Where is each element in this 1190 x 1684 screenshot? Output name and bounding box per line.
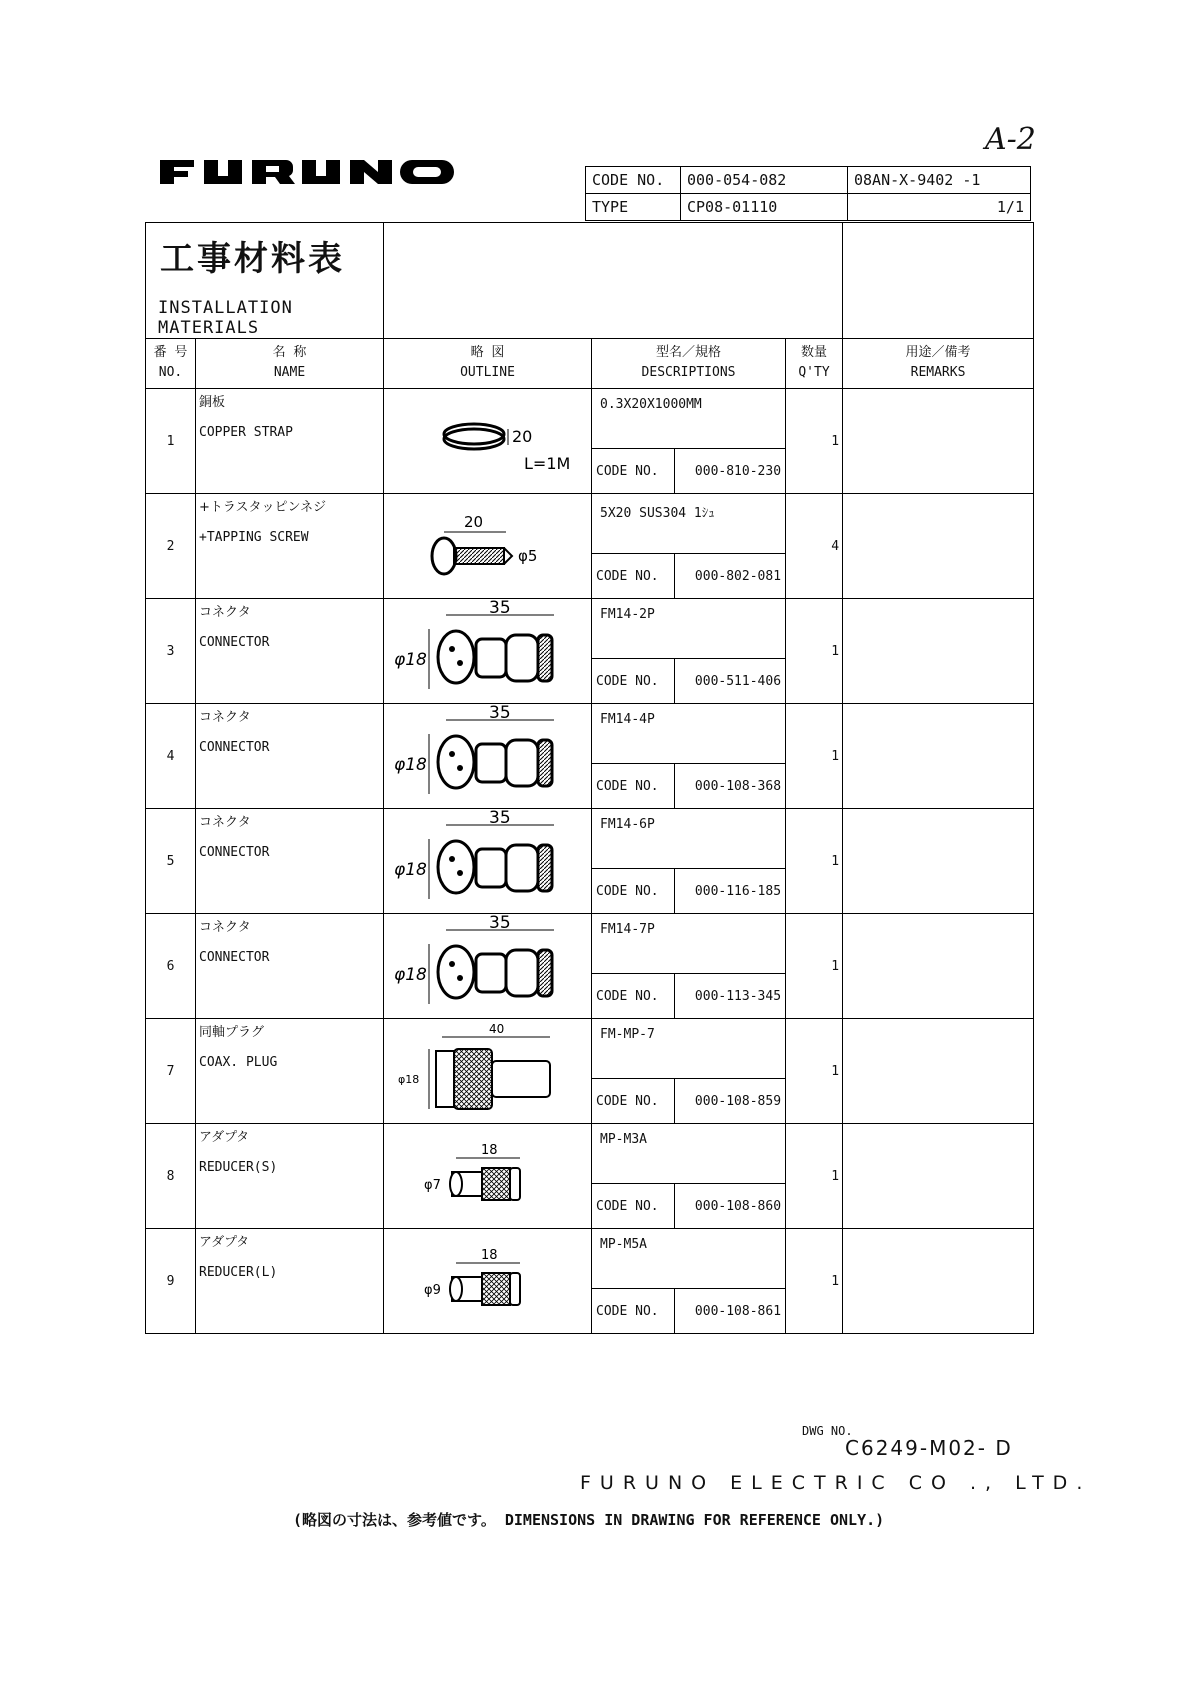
col-outline: 略 図 OUTLINE: [384, 339, 592, 389]
code-label: CODE NO.: [592, 1079, 675, 1123]
header-table: [585, 166, 1031, 221]
item-qty: 1: [786, 1124, 843, 1229]
table-row: [146, 704, 1034, 809]
item-name: [196, 1124, 384, 1229]
item-desc: [592, 494, 786, 599]
svg-text:φ18: φ18: [394, 755, 427, 775]
item-code: 000-810-230: [694, 463, 782, 479]
title-jp: 工事材料表: [160, 239, 345, 279]
item-code: 000-511-406: [694, 673, 782, 689]
svg-text:φ9: φ9: [424, 1283, 441, 1298]
item-name-jp: コネクタ: [199, 710, 251, 725]
item-outline: [384, 704, 592, 809]
outline-drawing: [384, 1019, 589, 1119]
outline-drawing: [384, 809, 589, 909]
item-outline: [384, 494, 592, 599]
item-qty: 1: [786, 704, 843, 809]
item-qty: 1: [786, 389, 843, 494]
item-no: 5: [146, 809, 196, 914]
item-name-jp: +トラスタッピンネジ: [199, 500, 327, 515]
item-desc: [592, 914, 786, 1019]
col-remarks: 用途／備考 REMARKS: [843, 339, 1034, 389]
item-spec: FM14-6P: [592, 809, 785, 869]
item-code: 000-108-368: [694, 778, 782, 794]
svg-text:φ18: φ18: [394, 860, 427, 880]
item-spec: MP-M3A: [592, 1124, 785, 1184]
item-qty: 1: [786, 1229, 843, 1334]
title-blank: [384, 223, 843, 339]
item-name-jp: 銅板: [199, 395, 226, 410]
title-blank-right: [843, 223, 1034, 339]
item-outline: [384, 1019, 592, 1124]
item-code: 000-113-345: [694, 988, 782, 1004]
item-remarks: [843, 1124, 1034, 1229]
svg-text:35: 35: [489, 599, 511, 618]
outline-drawing: [384, 389, 589, 489]
dwg-number: C6249-M02- D: [845, 1436, 1013, 1460]
item-code: 000-108-859: [694, 1093, 782, 1109]
code-label: CODE NO.: [592, 869, 675, 913]
title-en: INSTALLATION MATERIALS: [158, 298, 293, 338]
item-remarks: [843, 704, 1034, 809]
svg-text:20: 20: [464, 513, 484, 531]
title-cell: [146, 223, 384, 339]
item-name-jp: コネクタ: [199, 920, 251, 935]
item-spec: MP-M5A: [592, 1229, 785, 1289]
item-remarks: [843, 599, 1034, 704]
table-row: [146, 809, 1034, 914]
item-name-jp: 同軸プラグ: [199, 1025, 265, 1040]
dim-b: L=1M: [524, 454, 571, 473]
item-name-en: COAX. PLUG: [199, 1055, 278, 1070]
item-code: 000-116-185: [694, 883, 782, 899]
reference-note: (略図の寸法は、参考値です。 DIMENSIONS IN DRAWING FOR REFERENCE ONLY.): [293, 1511, 885, 1529]
item-name: [196, 1229, 384, 1334]
table-row: [146, 1019, 1034, 1124]
item-name: [196, 704, 384, 809]
item-name-en: CONNECTOR: [199, 740, 270, 755]
item-remarks: [843, 914, 1034, 1019]
item-remarks: [843, 494, 1034, 599]
item-spec: FM14-7P: [592, 914, 785, 974]
item-qty: 1: [786, 1019, 843, 1124]
outline-drawing: [384, 914, 589, 1014]
item-name-en: COPPER STRAP: [199, 425, 293, 440]
table-row: [146, 1229, 1034, 1334]
type-value: CP08-01110: [681, 194, 848, 221]
item-code: 000-108-860: [694, 1198, 782, 1214]
svg-text:φ5: φ5: [518, 547, 538, 565]
svg-text:40: 40: [489, 1022, 505, 1036]
item-outline: [384, 1229, 592, 1334]
item-name-jp: コネクタ: [199, 605, 251, 620]
code-label: CODE NO.: [592, 659, 675, 703]
item-remarks: [843, 1019, 1034, 1124]
item-outline: [384, 809, 592, 914]
table-row: [146, 914, 1034, 1019]
dwg-label: DWG NO.: [802, 1424, 853, 1438]
col-desc: 型名／規格 DESCRIPTIONS: [592, 339, 786, 389]
page-number: 1/1: [848, 194, 1031, 221]
item-code: 000-802-081: [694, 568, 782, 584]
item-qty: 1: [786, 914, 843, 1019]
table-row: [146, 1124, 1034, 1229]
item-name-jp: コネクタ: [199, 815, 251, 830]
item-name-jp: アダプタ: [199, 1235, 250, 1250]
item-outline: [384, 389, 592, 494]
table-row: [146, 494, 1034, 599]
item-remarks: [843, 1229, 1034, 1334]
item-spec: 5X20 SUS304 1ｼｭ: [592, 494, 785, 554]
outline-drawing: [384, 1229, 589, 1329]
code-label: CODE NO.: [592, 554, 675, 598]
code-label: CODE NO.: [586, 167, 681, 194]
item-no: 6: [146, 914, 196, 1019]
item-spec: FM14-4P: [592, 704, 785, 764]
item-no: 3: [146, 599, 196, 704]
item-no: 4: [146, 704, 196, 809]
item-name: [196, 389, 384, 494]
svg-text:18: 18: [481, 1248, 498, 1263]
item-name-en: CONNECTOR: [199, 635, 270, 650]
col-name: 名 称 NAME: [196, 339, 384, 389]
type-label: TYPE: [586, 194, 681, 221]
item-name: [196, 494, 384, 599]
materials-table: [145, 222, 1034, 1334]
item-remarks: [843, 389, 1034, 494]
item-desc: [592, 809, 786, 914]
svg-text:35: 35: [489, 704, 511, 723]
outline-drawing: [384, 704, 589, 804]
code-value: 000-054-082: [681, 167, 848, 194]
item-outline: [384, 1124, 592, 1229]
svg-text:φ7: φ7: [424, 1178, 441, 1193]
item-desc: [592, 389, 786, 494]
item-no: 9: [146, 1229, 196, 1334]
col-no: 番 号 NO.: [146, 339, 196, 389]
item-name-en: REDUCER(L): [199, 1265, 278, 1280]
item-name-jp: アダプタ: [199, 1130, 250, 1145]
item-outline: [384, 914, 592, 1019]
item-qty: 1: [786, 809, 843, 914]
handwritten-note: A-2: [985, 122, 1036, 157]
svg-text:φ18: φ18: [394, 965, 427, 985]
code-label: CODE NO.: [592, 974, 675, 1018]
table-row: [146, 599, 1034, 704]
code-label: CODE NO.: [592, 449, 675, 493]
code-label: CODE NO.: [592, 764, 675, 808]
item-no: 8: [146, 1124, 196, 1229]
outline-drawing: [384, 1124, 589, 1224]
item-remarks: [843, 809, 1034, 914]
item-name-en: CONNECTOR: [199, 950, 270, 965]
outline-drawing: [384, 494, 589, 594]
item-name: [196, 809, 384, 914]
item-spec: FM-MP-7: [592, 1019, 785, 1079]
code-label: CODE NO.: [592, 1289, 675, 1333]
table-row: [146, 389, 1034, 494]
code-label: CODE NO.: [592, 1184, 675, 1228]
item-qty: 1: [786, 599, 843, 704]
item-name: [196, 914, 384, 1019]
item-spec: 0.3X20X1000MM: [592, 389, 785, 449]
item-desc: [592, 1229, 786, 1334]
col-qty: 数量 Q'TY: [786, 339, 843, 389]
doc-ref: 08AN-X-9402 -1: [848, 167, 1031, 194]
item-name-en: +TAPPING SCREW: [199, 530, 309, 545]
svg-text:35: 35: [489, 809, 511, 828]
item-spec: FM14-2P: [592, 599, 785, 659]
svg-text:35: 35: [489, 914, 511, 933]
item-code: 000-108-861: [694, 1303, 782, 1319]
item-no: 2: [146, 494, 196, 599]
svg-text:φ18: φ18: [398, 1073, 420, 1086]
item-desc: [592, 704, 786, 809]
item-qty: 4: [786, 494, 843, 599]
item-name: [196, 1019, 384, 1124]
item-desc: [592, 1124, 786, 1229]
item-desc: [592, 599, 786, 704]
svg-text:φ18: φ18: [394, 650, 427, 670]
item-name-en: REDUCER(S): [199, 1160, 278, 1175]
item-name: [196, 599, 384, 704]
svg-text:18: 18: [481, 1143, 498, 1158]
item-outline: [384, 599, 592, 704]
dim-a: 20: [512, 427, 533, 446]
company-name: FURUNO ELECTRIC CO ., LTD.: [580, 1472, 1092, 1494]
item-no: 7: [146, 1019, 196, 1124]
outline-drawing: [384, 599, 589, 699]
item-no: 1: [146, 389, 196, 494]
furuno-logo: [160, 158, 460, 186]
item-desc: [592, 1019, 786, 1124]
item-name-en: CONNECTOR: [199, 845, 270, 860]
